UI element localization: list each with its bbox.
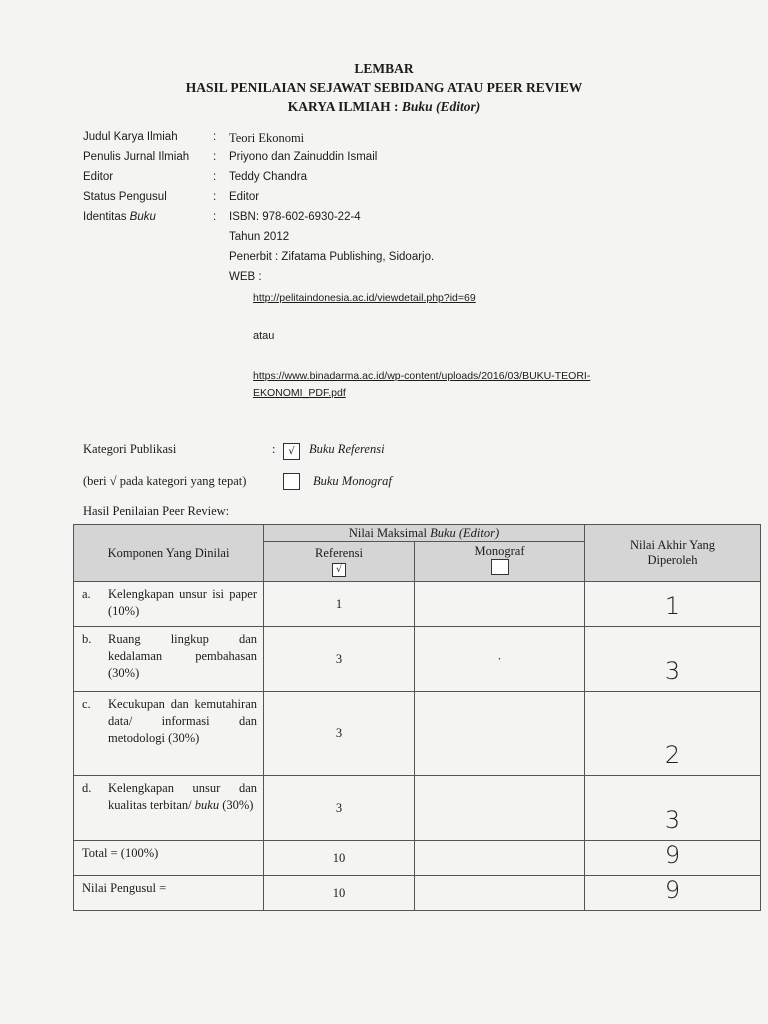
editor-value: Teddy Chandra [229,171,307,183]
penerbit-value: Penerbit : Zifatama Publishing, Sidoarjo. [229,251,435,263]
option-buku-referensi: Buku Referensi [309,442,385,456]
penulis-value: Priyono dan Zainuddin Ismail [229,151,378,163]
title-karya-ilmiah: KARYA ILMIAH : Buku (Editor) [287,99,481,114]
final-score: 2 [585,692,761,776]
document-page: LEMBAR HASIL PENILAIAN SEJAWAT SEBIDANG ATAU PEER REVIEW KARYA ILMIAH : Buku (Editor) Judul Karya Ilmiah : Teori Ekonomi Penulis Jurnal Ilmiah : Priyono dan Zainuddin Ismail Editor : Teddy Chandra Status Pengusul : Editor Identitas Buku : ISBN: 978-602-6930-22-4 Tahun 2012 Penerbit : Zifatama Publishing, Sidoarjo. WEB : http://pelitaindonesia.ac.id/viewdetail.php?id=69 atau https://www.binadarma.ac.id/wp-content/uploads/2016/03/BUKU-TEORI- EKONOMI_PDF.pdf Kategori Publikasi : √ Buku Referensi (beri √ pada kategori yang tepat) Buku Monograf Hasil Penilaian Peer Review: Komponen Yang Dinilai Nilai Maksimal Buku (Editor) Nilai Akhir Yang Diperoleh Referensi √ Monograf a. Kelengkapan unsur isi paper (10%) 1 1 b. Ruang lingkup dan kedalaman pembahasan (30%) 3 · 3 c. Kecukupan dan kemutahiran data/ informasi dan metodologi (30%) 3 2 d. Kelengkapan unsur dan kualitas terbitan/ buku (30%) 3 3 Total = (100%) 10 9 Nilai Pengusul = 10 9 [0,0,768,1024]
final-score: 3 [585,776,761,841]
checkbox-buku-monograf[interactable] [283,473,300,490]
header-nilai-maksimal: Nilai Maksimal Buku (Editor) [264,525,585,542]
kategori-note: (beri √ pada kategori yang tepat) [83,474,247,488]
url-pelitaindonesia[interactable]: http://pelitaindonesia.ac.id/viewdetail.php?id=69 [253,292,476,304]
isbn-value: ISBN: 978-602-6930-22-4 [229,211,361,223]
checkbox-referensi[interactable]: √ [332,563,346,577]
table-row: c. Kecukupan dan kemutahiran data/ informasi dan metodologi (30%) 3 2 [74,692,761,776]
pengusul-final-score: 9 [585,876,761,911]
header-referensi: Referensi √ [264,542,415,582]
header-komponen: Komponen Yang Dinilai [74,525,264,582]
url-binadarma-line1[interactable]: https://www.binadarma.ac.id/wp-content/uploads/2016/03/BUKU-TEORI- [253,370,591,382]
table-row: b. Ruang lingkup dan kedalaman pembahasan (30%) 3 · 3 [74,627,761,692]
final-score: 3 [585,627,761,692]
title-hasil-penilaian: HASIL PENILAIAN SEJAWAT SEBIDANG ATAU PEER REVIEW [185,80,583,95]
header-monograf: Monograf [415,542,585,582]
review-heading: Hasil Penilaian Peer Review: [83,504,230,518]
status-value: Editor [229,191,260,203]
table-row-total: Total = (100%) 10 9 [74,841,761,876]
kategori-label: Kategori Publikasi [83,442,177,456]
atau-text: atau [253,330,275,342]
checkbox-buku-referensi[interactable]: √ [283,443,300,460]
review-table [73,524,761,911]
total-final-score: 9 [585,841,761,876]
final-score: 1 [585,582,761,627]
kategori-colon: : [272,442,276,456]
table-row: d. Kelengkapan unsur dan kualitas terbitan/ buku (30%) 3 3 [74,776,761,841]
judul-value: Teori Ekonomi [229,131,305,145]
tahun-value: Tahun 2012 [229,231,290,243]
header-nilai-akhir: Nilai Akhir Yang Diperoleh [585,525,761,582]
table-row-pengusul: Nilai Pengusul = 10 9 [74,876,761,911]
url-binadarma-line2[interactable]: EKONOMI_PDF.pdf [253,387,346,399]
table-row: a. Kelengkapan unsur isi paper (10%) 1 1 [74,582,761,627]
title-lembar: LEMBAR [354,61,414,76]
checkbox-monograf[interactable] [491,559,509,575]
web-label: WEB : [229,271,262,283]
option-buku-monograf: Buku Monograf [313,474,392,488]
